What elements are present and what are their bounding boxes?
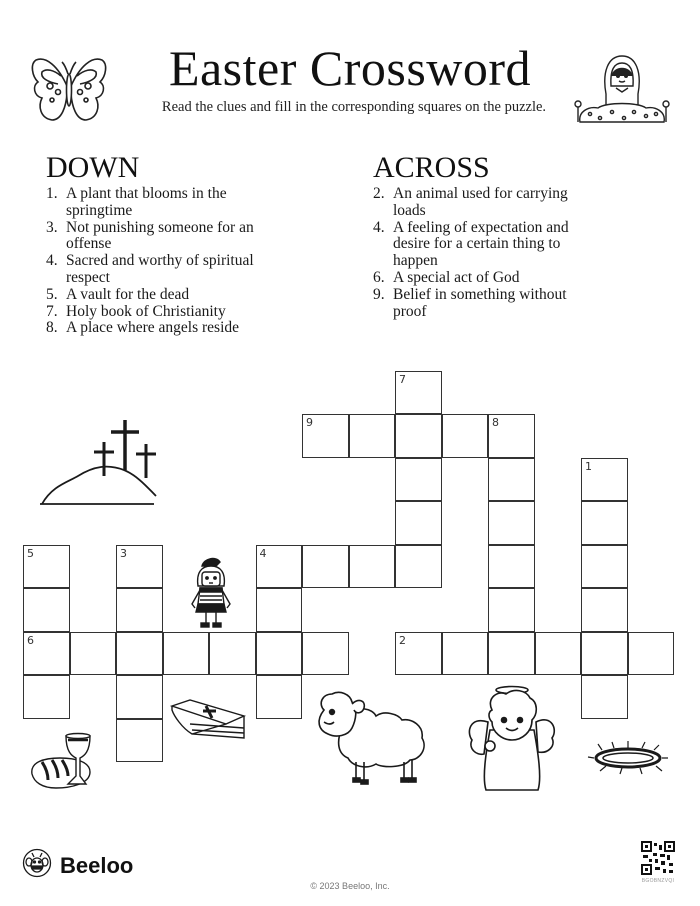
crossword-cell[interactable] [581, 458, 628, 502]
crossword-cell[interactable] [535, 632, 582, 676]
crossword-cell[interactable] [442, 632, 489, 676]
roman-soldier-icon [186, 556, 236, 630]
clue-number: 7 [399, 372, 406, 386]
bread-and-chalice-icon [30, 732, 100, 790]
qr-code-label: BGOBNZVQI [641, 878, 675, 884]
crossword-cell[interactable] [256, 632, 303, 676]
clue-number: 3 [120, 546, 127, 560]
crossword-cell[interactable] [581, 588, 628, 632]
crossword-cell[interactable] [581, 675, 628, 719]
down-clue: 8. A place where angels reside [46, 319, 240, 337]
qr-code-icon [641, 841, 675, 875]
crossword-cell[interactable] [488, 458, 535, 502]
crossword-cell[interactable] [395, 414, 442, 458]
crossword-cell[interactable] [256, 588, 303, 632]
down-clue: 3. Not punishing someone for an offense [46, 218, 254, 253]
angel-icon [466, 682, 556, 794]
crossword-cell[interactable] [302, 414, 349, 458]
crossword-cell[interactable] [628, 632, 675, 676]
crossword-cell[interactable] [488, 632, 535, 676]
crossword-cell[interactable] [395, 501, 442, 545]
clue-number: 4 [259, 546, 267, 560]
crossword-cell[interactable] [256, 545, 303, 589]
clue-number: 5 [27, 546, 34, 560]
crossword-cell[interactable] [581, 501, 628, 545]
crossword-cell[interactable] [23, 545, 70, 589]
lamb-icon [312, 688, 432, 788]
crossword-cell[interactable] [302, 632, 349, 676]
crossword-cell[interactable] [395, 545, 442, 589]
down-heading: DOWN [46, 151, 140, 184]
crossword-cell[interactable] [256, 675, 303, 719]
crossword-cell[interactable] [349, 414, 396, 458]
crossword-cell[interactable] [395, 371, 442, 415]
crossword-cell[interactable] [581, 545, 628, 589]
across-clue: 9. Belief in something without proof [373, 285, 567, 320]
brand-logo [22, 848, 133, 883]
clue-number: 8 [492, 416, 499, 429]
crossword-cell[interactable] [209, 632, 256, 676]
clue-number: 2 [399, 633, 406, 647]
crossword-cell[interactable] [442, 414, 489, 458]
crossword-cell[interactable] [116, 719, 163, 763]
down-clue: 7. Holy book of Christianity [46, 302, 226, 320]
page-subtitle: Read the clues and fill in the corresponding squares on the puzzle. [161, 99, 547, 115]
crossword-cell[interactable] [116, 632, 163, 676]
crossword-cell[interactable] [488, 501, 535, 545]
bee-logo-icon [22, 848, 52, 883]
page-title: Easter Crossword [168, 40, 532, 96]
crossword-cell[interactable] [349, 545, 396, 589]
clue-number: 9 [306, 416, 313, 429]
crossword-cell[interactable] [116, 588, 163, 632]
down-clue: 1. A plant that blooms in the springtime [46, 185, 227, 219]
crossword-cell[interactable] [581, 632, 628, 676]
crossword-cell[interactable] [23, 632, 70, 676]
crossword-cell[interactable] [23, 675, 70, 719]
crossword-cell[interactable] [488, 414, 535, 458]
crossword-cell[interactable] [488, 588, 535, 632]
crossword-cell[interactable] [70, 632, 117, 676]
across-clue: 2. An animal used for carrying loads [373, 185, 568, 219]
brand-name: Beeloo [60, 852, 134, 878]
down-clue: 5. A vault for the dead [46, 285, 190, 303]
three-crosses-hill-icon [38, 408, 158, 508]
bible-icon [170, 698, 250, 740]
crossword-cell[interactable] [23, 588, 70, 632]
crossword-cell[interactable] [116, 545, 163, 589]
crossword-cell[interactable] [395, 458, 442, 502]
copyright-text: © 2023 Beeloo, Inc. [310, 881, 390, 891]
down-clue: 4. Sacred and worthy of spiritual respect [46, 252, 254, 286]
crossword-cell[interactable] [163, 632, 210, 676]
across-clue: 6. A special act of God [373, 268, 520, 286]
crossword-cell[interactable] [116, 675, 163, 719]
crossword-cell[interactable] [302, 545, 349, 589]
crossword-cell[interactable] [488, 545, 535, 589]
crown-of-thorns-icon [592, 740, 664, 774]
clue-number: 1 [585, 459, 592, 473]
crossword-cell[interactable] [395, 632, 442, 676]
across-clue: 4. A feeling of expectation and desire for a certain thing to happen [373, 218, 569, 270]
across-heading: ACROSS [373, 151, 490, 184]
clue-number: 6 [27, 633, 34, 647]
